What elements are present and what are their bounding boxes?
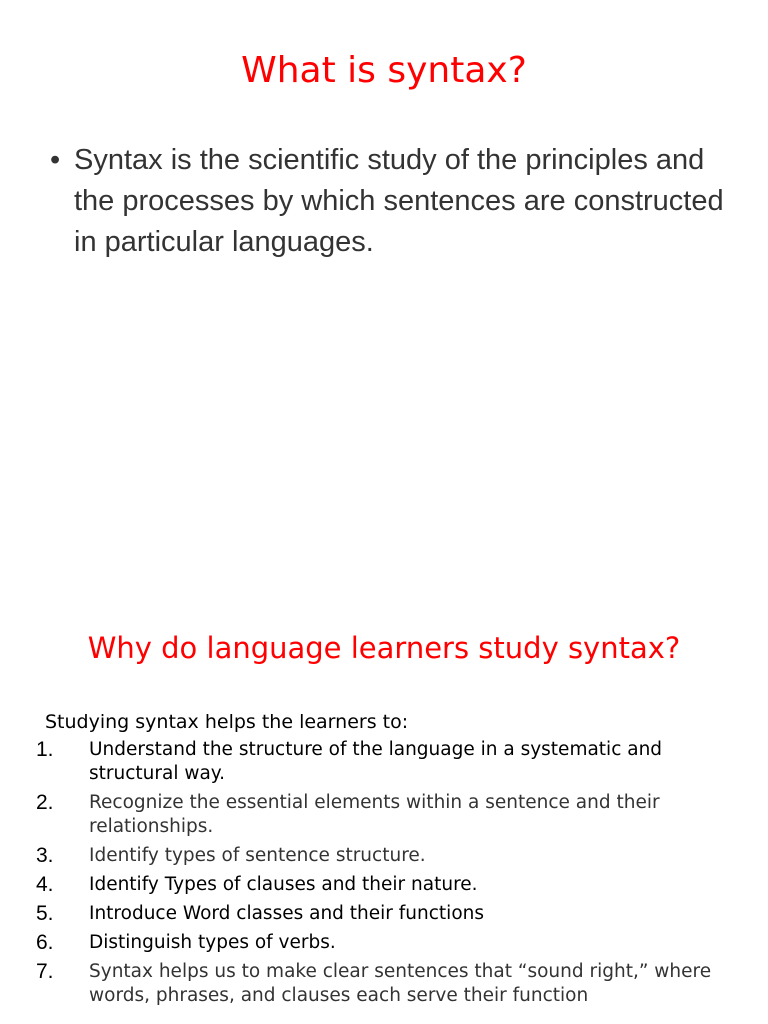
list-number: 2. bbox=[36, 791, 54, 814]
list-item bbox=[36, 844, 726, 868]
list-number: 3. bbox=[36, 844, 54, 867]
bullet-icon: • bbox=[50, 144, 61, 176]
list-number: 1. bbox=[36, 738, 54, 761]
list-item bbox=[36, 960, 726, 1008]
definition-text: Syntax is the scientific study of the principles and the processes by which sentences are constructed in particular languages. bbox=[74, 144, 724, 258]
slide-why-study-syntax bbox=[0, 576, 768, 1024]
list-item-text: Identify Types of clauses and their nature. bbox=[89, 874, 478, 895]
list-item bbox=[36, 931, 726, 955]
list-item bbox=[36, 791, 726, 839]
list-item-text: Understand the structure of the language in a systematic and structural way. bbox=[89, 739, 663, 784]
list-item-text: Distinguish types of verbs. bbox=[89, 932, 336, 953]
slide-title: What is syntax? bbox=[241, 50, 527, 91]
list-number: 7. bbox=[36, 960, 54, 983]
list-number: 6. bbox=[36, 931, 54, 954]
list-item bbox=[36, 873, 726, 897]
benefits-list bbox=[36, 738, 726, 1013]
list-item-text: Introduce Word classes and their functions bbox=[89, 903, 484, 924]
list-item bbox=[36, 738, 726, 786]
list-number: 4. bbox=[36, 873, 54, 896]
list-item-text: Syntax helps us to make clear sentences that “sound right,” where words, phrases, and clauses each serve their function bbox=[89, 961, 712, 1006]
list-number: 5. bbox=[36, 902, 54, 925]
list-item-text: Identify types of sentence structure. bbox=[89, 845, 426, 866]
list-intro: Studying syntax helps the learners to: bbox=[45, 711, 409, 733]
list-item-text: Recognize the essential elements within a sentence and their relationships. bbox=[89, 792, 660, 837]
list-item bbox=[36, 902, 726, 926]
definition-bullet bbox=[50, 140, 750, 263]
slide-title: Why do language learners study syntax? bbox=[87, 631, 681, 665]
